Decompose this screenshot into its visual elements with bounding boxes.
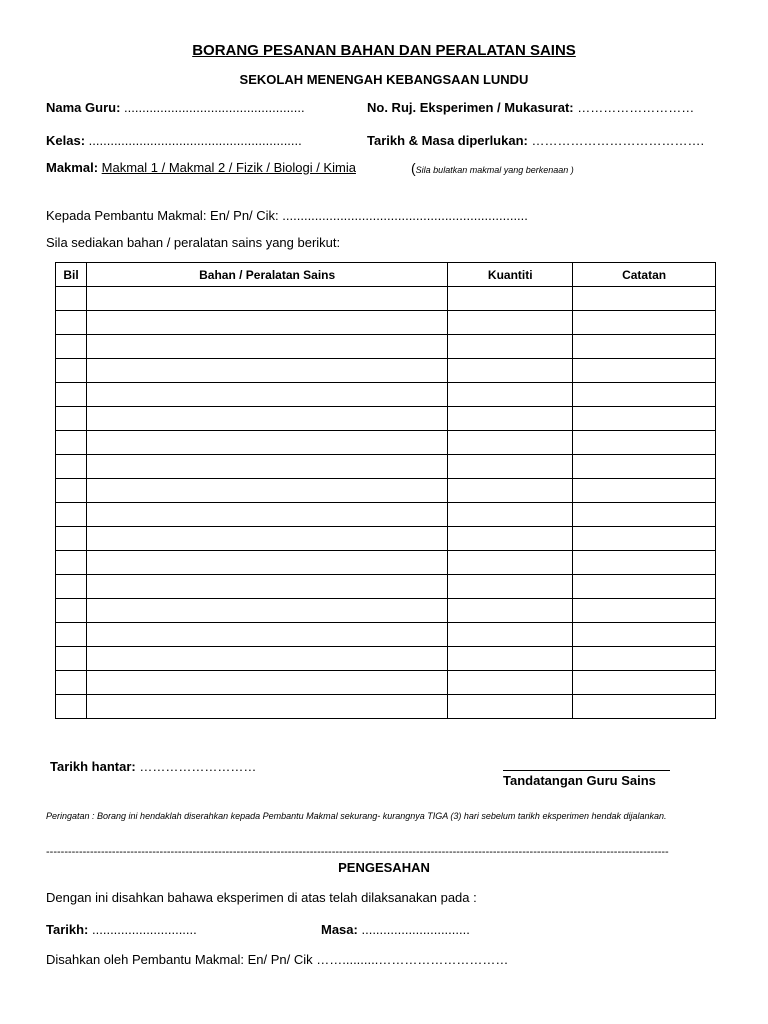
col-catatan: Catatan [573,263,716,287]
catatan-cell[interactable] [573,407,716,431]
kuantiti-cell[interactable] [448,479,573,503]
bahan-cell[interactable] [86,671,447,695]
catatan-cell[interactable] [573,527,716,551]
kuantiti-cell[interactable] [448,623,573,647]
table-row [56,551,716,575]
bil-cell[interactable] [56,527,87,551]
makmal-row [46,160,356,175]
catatan-cell[interactable] [573,311,716,335]
makmal-note [411,160,574,178]
ruj-row [367,100,694,115]
col-bil: Bil [56,263,87,287]
kelas-label: Kelas: [46,133,86,148]
bil-cell[interactable] [56,671,87,695]
pengesahan-masa-label: Masa: [321,922,358,937]
kuantiti-cell[interactable] [448,671,573,695]
kuantiti-cell[interactable] [448,575,573,599]
pengesahan-masa-field[interactable]: .............................. [361,922,470,937]
pengesahan-tarikh-field[interactable]: ............................. [92,922,197,937]
bil-cell[interactable] [56,407,87,431]
bahan-cell[interactable] [86,647,447,671]
kuantiti-cell[interactable] [448,599,573,623]
makmal-note-text: Sila bulatkan makmal yang berkenaan ) [415,165,574,175]
pengesahan-tarikh-label: Tarikh: [46,922,89,937]
bahan-cell[interactable] [86,599,447,623]
catatan-cell[interactable] [573,623,716,647]
kuantiti-cell[interactable] [448,431,573,455]
bahan-cell[interactable] [86,623,447,647]
form-title: BORANG PESANAN BAHAN DAN PERALATAN SAINS [192,42,576,59]
kuantiti-cell[interactable] [448,695,573,719]
tarikh-hantar-field[interactable]: ……………………… [139,759,257,774]
catatan-cell[interactable] [573,575,716,599]
tarikh-hantar-label: Tarikh hantar: [50,759,136,774]
bil-cell[interactable] [56,599,87,623]
bahan-cell[interactable] [86,335,447,359]
pengesahan-heading: PENGESAHAN [338,860,430,875]
signature-label: Tandatangan Guru Sains [503,773,656,788]
warning-note: Peringatan : Borang ini hendaklah diserahkan kepada Pembantu Makmal sekurang- kurangnya TIGA (3) hari sebelum tarikh eksperimen hendak dijalankan. [46,811,667,821]
bahan-cell[interactable] [86,311,447,335]
bil-cell[interactable] [56,335,87,359]
tarikh-masa-field[interactable]: …………………………………. [531,133,705,148]
kuantiti-cell[interactable] [448,287,573,311]
bil-cell[interactable] [56,647,87,671]
nama-guru-field[interactable]: .................................................. [124,100,305,115]
pengesahan-statement: Dengan ini disahkan bahawa eksperimen di atas telah dilaksanakan pada : [46,890,477,905]
catatan-cell[interactable] [573,551,716,575]
bahan-cell[interactable] [86,455,447,479]
kuantiti-cell[interactable] [448,311,573,335]
bil-cell[interactable] [56,623,87,647]
bahan-cell[interactable] [86,551,447,575]
nama-guru-label: Nama Guru: [46,100,121,115]
kuantiti-cell[interactable] [448,407,573,431]
kuantiti-cell[interactable] [448,527,573,551]
table-row [56,479,716,503]
signature-line[interactable] [503,770,670,771]
catatan-cell[interactable] [573,287,716,311]
makmal-note-paren: ( [411,160,416,176]
table-row [56,695,716,719]
bahan-cell[interactable] [86,503,447,527]
bil-cell[interactable] [56,551,87,575]
kuantiti-cell[interactable] [448,383,573,407]
nama-guru-row [46,100,305,115]
table-row [56,407,716,431]
bil-cell[interactable] [56,431,87,455]
cut-divider: -------------------------------------------------------------------------------------------------------------------------------------------------------------------------- [46,846,669,858]
disahkan-line[interactable]: Disahkan oleh Pembantu Makmal: En/ Pn/ Cik ……..........………………………… [46,952,509,967]
bahan-cell[interactable] [86,431,447,455]
sila-line: Sila sediakan bahan / peralatan sains yang berikut: [46,235,341,250]
bil-cell[interactable] [56,311,87,335]
bahan-cell[interactable] [86,287,447,311]
makmal-label: Makmal: [46,160,99,175]
bahan-cell[interactable] [86,695,447,719]
items-table [55,262,716,719]
kuantiti-cell[interactable] [448,551,573,575]
bil-cell[interactable] [56,455,87,479]
catatan-cell[interactable] [573,599,716,623]
catatan-cell[interactable] [573,647,716,671]
catatan-cell[interactable] [573,695,716,719]
bil-cell[interactable] [56,695,87,719]
kepada-line: Kepada Pembantu Makmal: En/ Pn/ Cik: .................................................................... [46,208,528,223]
kuantiti-cell[interactable] [448,647,573,671]
table-row [56,431,716,455]
bahan-cell[interactable] [86,407,447,431]
bahan-cell[interactable] [86,527,447,551]
bil-cell[interactable] [56,503,87,527]
pengesahan-masa-row [321,922,470,937]
school-name: SEKOLAH MENENGAH KEBANGSAAN LUNDU [239,72,529,87]
kelas-row [46,133,302,148]
catatan-cell[interactable] [573,431,716,455]
kuantiti-cell[interactable] [448,335,573,359]
catatan-cell[interactable] [573,671,716,695]
bahan-cell[interactable] [86,359,447,383]
bahan-cell[interactable] [86,383,447,407]
table-row [56,287,716,311]
ruj-label: No. Ruj. Eksperimen / Mukasurat: [367,100,574,115]
table-row [56,671,716,695]
pengesahan-tarikh-row [46,922,197,937]
col-kuantiti: Kuantiti [448,263,573,287]
table-row [56,359,716,383]
bil-cell[interactable] [56,479,87,503]
ruj-field[interactable]: ……………………… [577,100,695,115]
bil-cell[interactable] [56,287,87,311]
table-row [56,527,716,551]
catatan-cell[interactable] [573,335,716,359]
table-row [56,503,716,527]
table-row [56,647,716,671]
tarikh-masa-row [367,133,704,148]
table-row [56,383,716,407]
bil-cell[interactable] [56,575,87,599]
kelas-field[interactable]: ........................................................... [88,133,302,148]
bil-cell[interactable] [56,359,87,383]
tarikh-hantar-row [50,759,256,774]
table-row [56,623,716,647]
bil-cell[interactable] [56,383,87,407]
catatan-cell[interactable] [573,383,716,407]
catatan-cell[interactable] [573,455,716,479]
kuantiti-cell[interactable] [448,455,573,479]
kuantiti-cell[interactable] [448,503,573,527]
kuantiti-cell[interactable] [448,359,573,383]
table-header-row [56,263,716,287]
makmal-options[interactable]: Makmal 1 / Makmal 2 / Fizik / Biologi / Kimia [101,160,356,175]
table-row [56,599,716,623]
table-row [56,311,716,335]
catatan-cell[interactable] [573,359,716,383]
bahan-cell[interactable] [86,479,447,503]
tarikh-masa-label: Tarikh & Masa diperlukan: [367,133,528,148]
table-row [56,455,716,479]
col-bahan: Bahan / Peralatan Sains [86,263,447,287]
table-row [56,335,716,359]
catatan-cell[interactable] [573,503,716,527]
catatan-cell[interactable] [573,479,716,503]
bahan-cell[interactable] [86,575,447,599]
table-row [56,575,716,599]
